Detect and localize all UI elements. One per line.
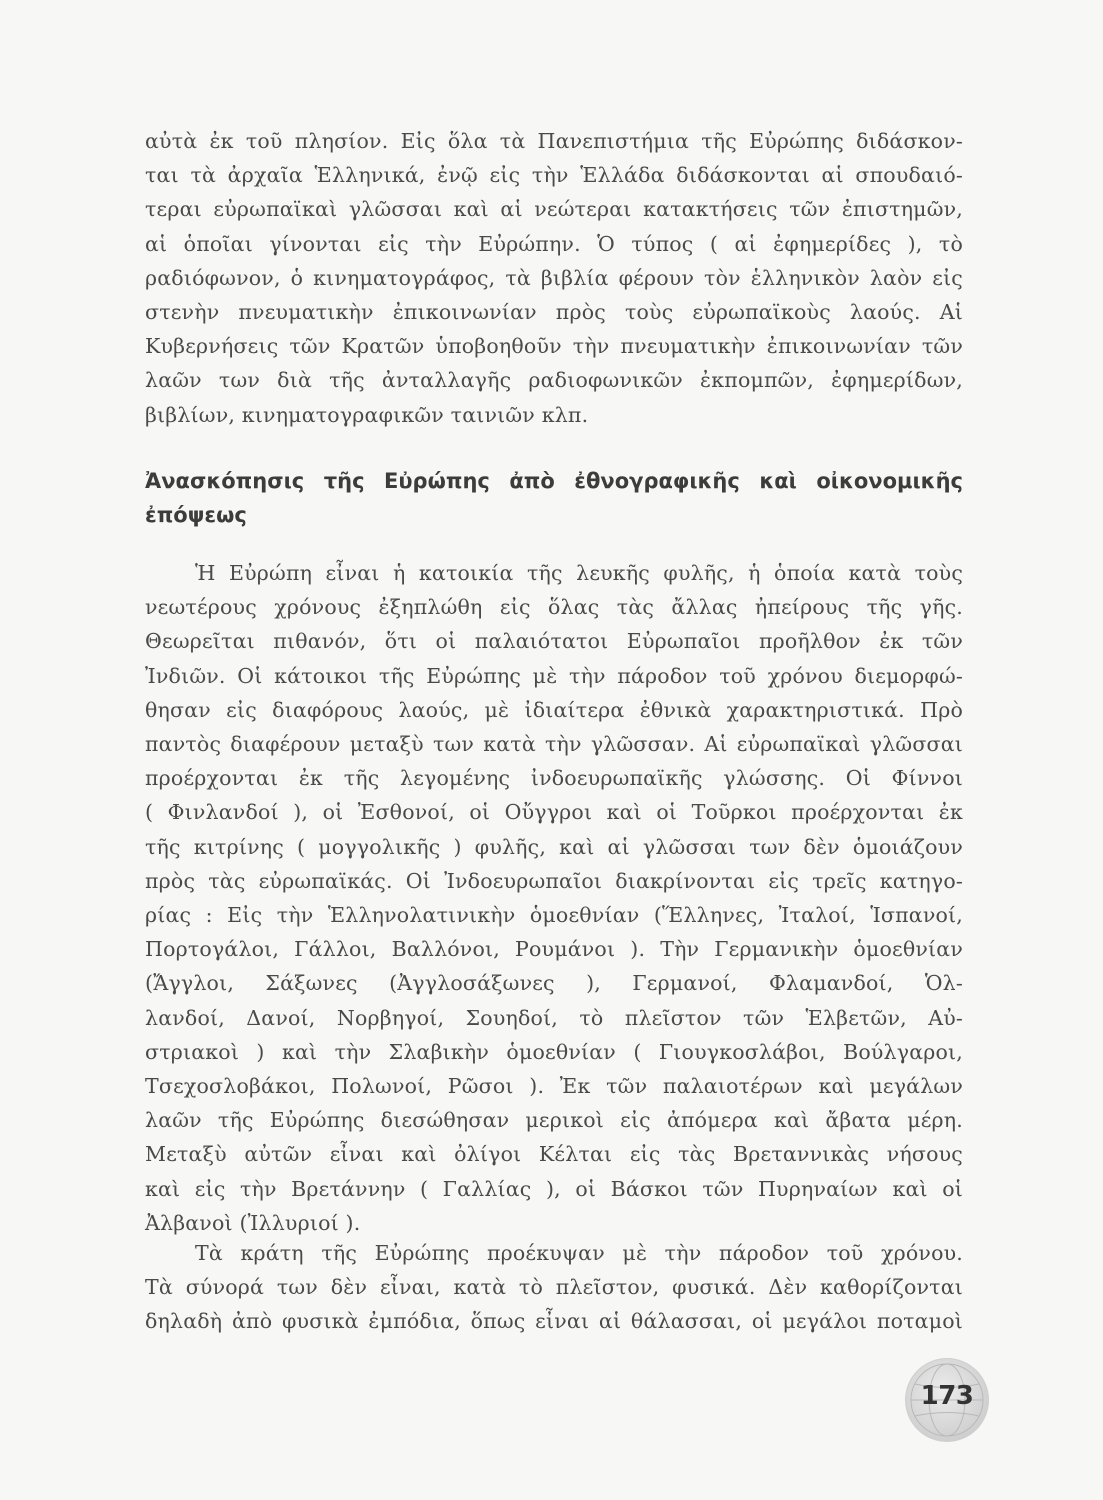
text-line: αὐτὰ ἐκ τοῦ πλησίον. Εἰς ὅλα τὰ Πανεπιστήμια τῆς Εὐρώπης διδάσκον- xyxy=(145,129,963,153)
text-line: παντὸς διαφέρουν μεταξὺ των κατὰ τὴν γλῶσσαν. Αἱ εὐρωπαϊκαὶ γλῶσσαι xyxy=(145,732,963,757)
text-line: καὶ εἰς τὴν Βρετάννην ( Γαλλίας ), οἱ Βάσκοι τῶν Πυρηναίων καὶ οἱ xyxy=(145,1176,963,1201)
text-line: λαῶν τῆς Εὐρώπης διεσώθησαν μερικοὶ εἰς ἀπόμερα καὶ ἄβατα μέρη. xyxy=(145,1108,963,1133)
text-line: τεραι εὐρωπαϊκαὶ γλῶσσαι καὶ αἱ νεώτεραι κατακτήσεις τῶν ἐπιστημῶν, xyxy=(145,197,963,222)
text-line: ραδιόφωνον, ὁ κινηματογράφος, τὰ βιβλία φέρουν τὸν ἑλληνικὸν λαὸν εἰς xyxy=(145,265,963,290)
text-line: (Ἄγγλοι, Σάξωνες (Ἀγγλοσάξωνες ), Γερμανοί, Φλαμανδοί, Ὁλ- xyxy=(145,971,963,996)
section-heading xyxy=(145,464,963,532)
text-line: τῆς κιτρίνης ( μογγολικῆς ) φυλῆς, καὶ αἱ γλῶσσαι των δὲν ὁμοιάζουν xyxy=(145,834,963,859)
heading-line: ἐπόψεως xyxy=(145,503,247,527)
paragraph-3 xyxy=(145,1236,963,1339)
text-line: Τὰ κράτη τῆς Εὐρώπης προέκυψαν μὲ τὴν πάροδον τοῦ χρόνου. xyxy=(195,1241,963,1265)
text-line: στενὴν πνευματικὴν ἐπικοινωνίαν πρὸς τοὺς εὐρωπαϊκοὺς λαούς. Αἱ xyxy=(145,300,963,325)
heading-line: Ἀνασκόπησις τῆς Εὐρώπης ἀπὸ ἐθνογραφικῆς καὶ οἰκονομικῆς xyxy=(145,469,963,493)
text-line: Ἡ Εὐρώπη εἶναι ἡ κατοικία τῆς λευκῆς φυλῆς, ἡ ὁποία κατὰ τοὺς xyxy=(195,561,963,585)
text-line: Θεωρεῖται πιθανόν, ὅτι οἱ παλαιότατοι Εὐρωπαῖοι προῆλθον ἐκ τῶν xyxy=(145,629,963,654)
text-line: στριακοὶ ) καὶ τὴν Σλαβικὴν ὁμοεθνίαν ( Γιουγκοσλάβοι, Βούλγαροι, xyxy=(145,1039,963,1064)
text-line: θησαν εἰς διαφόρους λαούς, μὲ ἰδιαίτερα ἐθνικὰ χαρακτηριστικά. Πρὸ xyxy=(145,697,963,722)
text-line: λανδοί, Δανοί, Νορβηγοί, Σουηδοί, τὸ πλεῖστον τῶν Ἑλβετῶν, Αὐ- xyxy=(145,1005,963,1030)
page-number: 173 xyxy=(920,1381,974,1411)
text-line: δηλαδὴ ἀπὸ φυσικὰ ἐμπόδια, ὅπως εἶναι αἱ θάλασσαι, οἱ μεγάλοι ποταμοὶ xyxy=(145,1309,963,1334)
text-line: πρὸς τὰς εὐρωπαϊκάς. Οἱ Ἰνδοευρωπαῖοι διακρίνονται εἰς τρεῖς κατηγο- xyxy=(145,868,963,893)
text-line: Τσεχοσλοβάκοι, Πολωνοί, Ρῶσοι ). Ἐκ τῶν παλαιοτέρων καὶ μεγάλων xyxy=(145,1074,963,1099)
text-line: Μεταξὺ αὐτῶν εἶναι καὶ ὀλίγοι Κέλται εἰς τὰς Βρεταννικὰς νήσους xyxy=(145,1142,963,1167)
text-line: λαῶν των διὰ τῆς ἀνταλλαγῆς ραδιοφωνικῶν ἐκπομπῶν, ἐφημερίδων, xyxy=(145,368,963,393)
text-line: ( Φινλανδοί ), οἱ Ἐσθονοί, οἱ Οὔγγροι καὶ οἱ Τοῦρκοι προέρχονται ἐκ xyxy=(145,800,963,825)
text-line: προέρχονται ἐκ τῆς λεγομένης ἰνδοευρωπαϊκῆς γλώσσης. Οἱ Φίννοι xyxy=(145,766,963,791)
text-line: Πορτογάλοι, Γάλλοι, Βαλλόνοι, Ρουμάνοι ). Τὴν Γερμανικὴν ὁμοεθνίαν xyxy=(145,937,963,962)
text-line: αἱ ὁποῖαι γίνονται εἰς τὴν Εὐρώπην. Ὁ τύπος ( αἱ ἐφημερίδες ), τὸ xyxy=(145,231,963,256)
text-line: Ἰνδιῶν. Οἱ κάτοικοι τῆς Εὐρώπης μὲ τὴν πάροδον τοῦ χρόνου διεμορφώ- xyxy=(145,663,963,688)
text-line: βιβλίων, κινηματογραφικῶν ταινιῶν κλπ. xyxy=(145,402,589,427)
text-line: ται τὰ ἀρχαῖα Ἑλληνικά, ἐνῷ εἰς τὴν Ἑλλάδα διδάσκονται αἱ σπουδαιό- xyxy=(145,163,963,188)
paragraph-1 xyxy=(145,124,963,432)
paragraph-2 xyxy=(145,556,963,1240)
text-line: Τὰ σύνορά των δὲν εἶναι, κατὰ τὸ πλεῖστον, φυσικά. Δὲν καθορίζονται xyxy=(145,1275,963,1300)
text-line: ρίας : Εἰς τὴν Ἑλληνολατινικὴν ὁμοεθνίαν (Ἕλληνες, Ἰταλοί, Ἱσπανοί, xyxy=(145,903,963,928)
page-number-badge xyxy=(905,1358,989,1442)
text-line: Κυβερνήσεις τῶν Κρατῶν ὑποβοηθοῦν τὴν πνευματικὴν ἐπικοινωνίαν τῶν xyxy=(145,334,963,359)
text-line: Ἀλβανοὶ (Ἰλλυριοί ). xyxy=(145,1210,361,1235)
text-line: νεωτέρους χρόνους ἐξηπλώθη εἰς ὅλας τὰς ἄλλας ἠπείρους τῆς γῆς. xyxy=(145,595,963,620)
